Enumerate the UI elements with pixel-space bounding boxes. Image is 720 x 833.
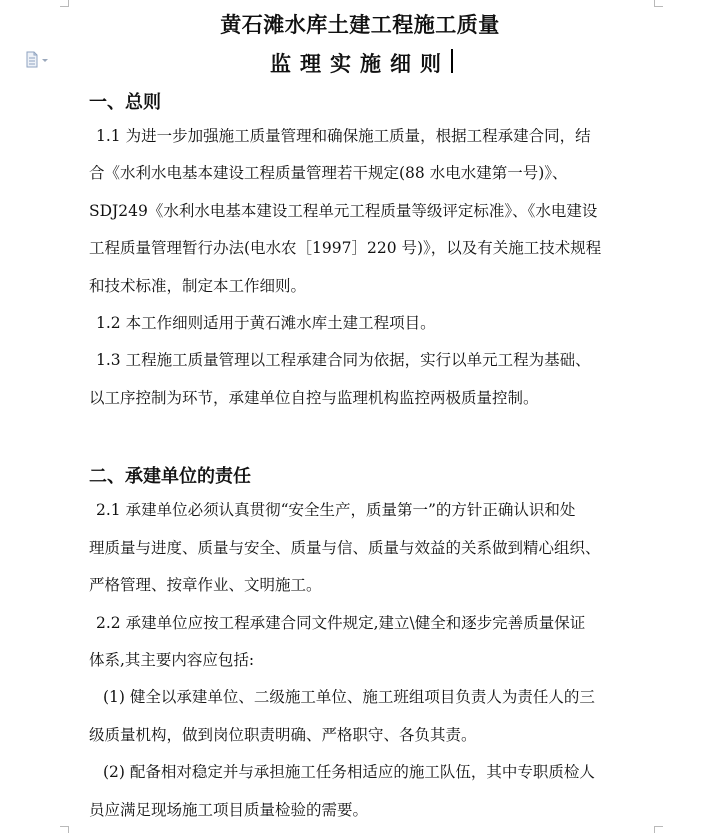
document-subtitle: 监理实施细则 xyxy=(270,51,450,76)
list-item: (1) 健全以承建单位、二级施工单位、施工班组项目负责人为责任人的三 xyxy=(103,688,595,706)
list-item: (2) 配备相对稳定并与承担施工任务相适应的施工队伍，其中专职质检人 xyxy=(103,763,595,781)
page-corner-mark xyxy=(60,0,69,7)
list-item-continuation: 级质量机构，做到岗位职责明确、严格职守、各负其责。 xyxy=(89,726,477,744)
paragraph-line: 以工序控制为环节，承建单位自控与监理机构监控两极质量控制。 xyxy=(89,389,539,407)
page-corner-mark xyxy=(654,0,663,7)
paragraph-line: 2.1 承建单位必须认真贯彻“安全生产，质量第一”的方针正确认识和处 xyxy=(96,501,576,519)
document-title: 黄石滩水库土建工程施工质量 xyxy=(220,12,500,37)
paragraph-line: 工程质量管理暂行办法(电水农［1997］220 号)》，以及有关施工技术规程 xyxy=(89,239,602,257)
paragraph-line: 合《水利水电基本建设工程质量管理若干规定(88 水电水建第一号)》、 xyxy=(89,164,568,182)
paragraph-line: 理质量与进度、质量与安全、质量与信、质量与效益的关系做到精心组织、 xyxy=(89,539,601,557)
section-heading: 二、承建单位的责任 xyxy=(89,466,251,487)
paragraph-line: 1.1 为进一步加强施工质量管理和确保施工质量，根据工程承建合同，结 xyxy=(96,127,591,145)
paragraph-line: 2.2 承建单位应按工程承建合同文件规定,建立\健全和逐步完善质量保证 xyxy=(96,614,586,632)
list-item-continuation: 员应满足现场施工项目质量检验的需要。 xyxy=(89,801,369,819)
paragraph-line: SDJ249《水利水电基本建设工程单元工程质量等级评定标准》、《水电建设 xyxy=(89,202,598,220)
paragraph-line: 严格管理、按章作业、文明施工。 xyxy=(89,576,322,594)
text-cursor xyxy=(451,49,453,73)
paragraph-line: 1.2 本工作细则适用于黄石滩水库土建工程项目。 xyxy=(96,314,436,332)
paragraph-line: 体系,其主要内容应包括: xyxy=(89,651,255,669)
section-heading: 一、总则 xyxy=(89,92,161,113)
paragraph-line: 和技术标准，制定本工作细则。 xyxy=(89,277,307,295)
paragraph-line: 1.3 工程施工质量管理以工程承建合同为依据，实行以单元工程为基础、 xyxy=(96,351,591,369)
